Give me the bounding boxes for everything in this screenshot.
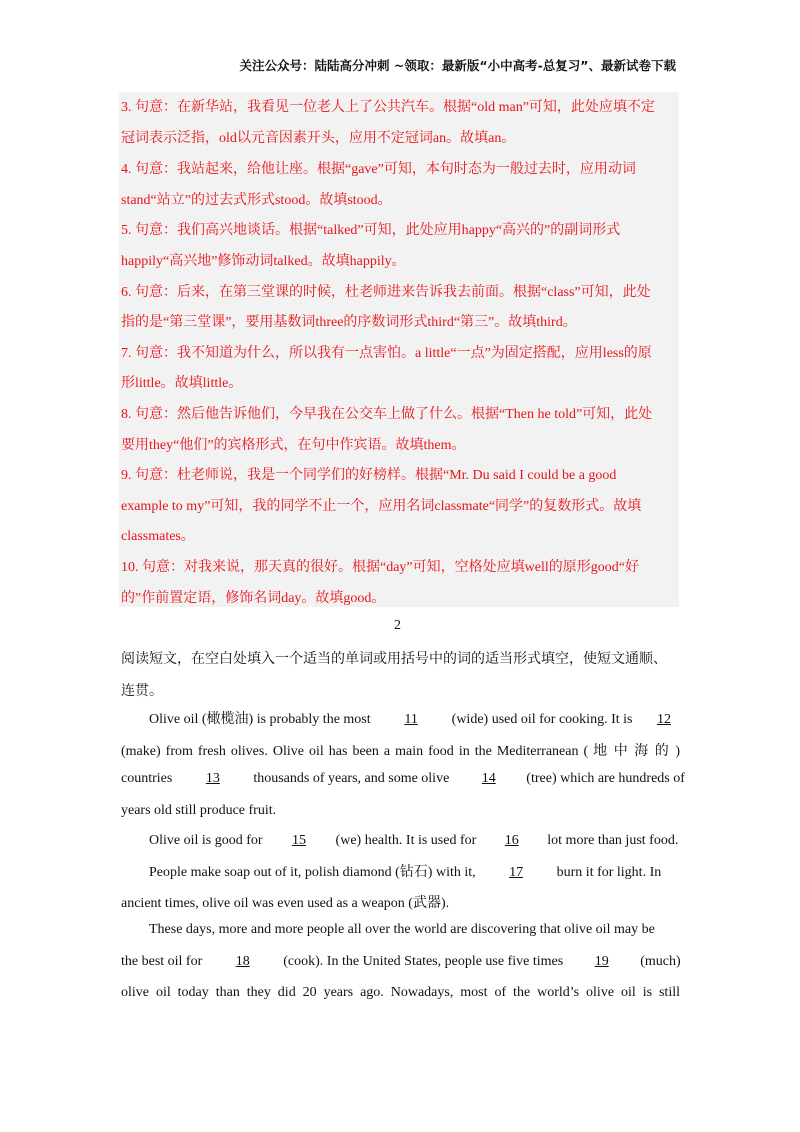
answer-line: 要用they“他们”的宾格形式，在句中作宾语。故填them。 [121, 438, 466, 453]
passage-line: years old still produce fruit. [121, 803, 277, 818]
blank-16: 16 [504, 833, 519, 848]
passage-text: (much) [640, 954, 681, 969]
answer-line: 形little。故填little。 [121, 376, 243, 391]
passage-text: (cook). In the United States, people use five times [283, 954, 564, 969]
passage-text: thousands of years, and some olive [253, 771, 450, 786]
section-number: 2 [394, 618, 401, 633]
passage-line: ancient times, olive oil was even used as a weapon (武器). [121, 896, 450, 911]
answer-line: 7. 句意：我不知道为什么，所以我有一点害怕。a little“一点”为固定搭配，应用less的原 [121, 346, 652, 361]
answer-line: 的”作前置定语，修饰名词day。故填good。 [121, 591, 386, 606]
blank-15: 15 [292, 833, 307, 848]
passage-line [149, 708, 686, 728]
blank-18: 18 [235, 954, 250, 969]
page-header: 关注公众号：陆陆高分冲刺 ~领取：最新版“小中高考-总复习”、最新试卷下载 [239, 58, 676, 73]
passage-line: (make) from fresh olives. Olive oil has been a main food in the Mediterranean ( 地 中 海 的 ) [121, 744, 680, 759]
answer-line: 冠词表示泛指，old以元音因素开头，应用不定冠词an。故填an。 [121, 131, 516, 146]
answer-line: 10. 句意：对我来说，那天真的很好。根据“day”可知，空格处应填well的原形good“好 [121, 560, 639, 575]
passage-line: These days, more and more people all over the world are discovering that olive oil may be [149, 922, 655, 937]
answer-line: 4. 句意：我站起来，给他让座。根据“gave”可知，本句时态为一般过去时，应用动词 [121, 162, 636, 177]
passage-text: Olive oil (橄榄油) is probably the most [149, 712, 371, 727]
answer-line: 9. 句意：杜老师说，我是一个同学们的好榜样。根据“Mr. Du said I could be a good [121, 468, 617, 483]
answer-line: stand“站立”的过去式形式stood。故填stood。 [121, 193, 392, 208]
blank-12: 12 [656, 712, 671, 727]
answer-line: classmates。 [121, 529, 195, 544]
answer-line: 指的是“第三堂课”，要用基数词three的序数词形式third“第三”。故填third。 [121, 315, 577, 330]
blank-13: 13 [205, 771, 220, 786]
blank-17: 17 [509, 865, 524, 880]
answer-line: 6. 句意：后来，在第三堂课的时候，杜老师进来告诉我去前面。根据“class”可知，此处 [121, 285, 651, 300]
passage-line [149, 833, 678, 849]
instruction-line: 连贯。 [121, 684, 163, 699]
passage-line: olive oil today than they did 20 years ago. Nowadays, most of the world’s olive oil is still [121, 985, 680, 1000]
passage-text: (tree) which are hundreds of [526, 771, 685, 786]
passage-text: People make soap out of it, polish diamond (钻石) with it, [149, 865, 476, 880]
answer-line: 5. 句意：我们高兴地谈话。根据“talked”可知，此处应用happy“高兴的”的副词形式 [121, 223, 621, 238]
passage-text: burn it for light. In [556, 865, 662, 880]
passage-text: Olive oil is good for [149, 833, 263, 848]
answer-line: example to my”可知，我的同学不止一个，应用名词classmate“同学”的复数形式。故填 [121, 499, 642, 514]
instruction-line: 阅读短文，在空白处填入一个适当的单词或用括号中的词的适当形式填空，使短文通顺、 [121, 652, 667, 667]
blank-19: 19 [594, 954, 609, 969]
passage-line [149, 861, 661, 881]
passage-line [121, 954, 681, 970]
passage-text: (wide) used oil for cooking. It is [451, 712, 633, 727]
blank-14: 14 [481, 771, 496, 786]
passage-text: lot more than just food. [547, 833, 679, 848]
answer-line: 8. 句意：然后他告诉他们，今早我在公交车上做了什么。根据“Then he told”可知，此处 [121, 407, 653, 422]
blank-11: 11 [404, 712, 418, 727]
passage-text: (we) health. It is used for [335, 833, 477, 848]
passage-text: countries [121, 771, 173, 786]
passage-line [121, 771, 685, 787]
answer-line: happily“高兴地”修饰动词talked。故填happily。 [121, 254, 406, 269]
passage-text: the best oil for [121, 954, 203, 969]
answer-line: 3. 句意：在新华站，我看见一位老人上了公共汽车。根据“old man”可知，此处应填不定 [121, 100, 655, 115]
